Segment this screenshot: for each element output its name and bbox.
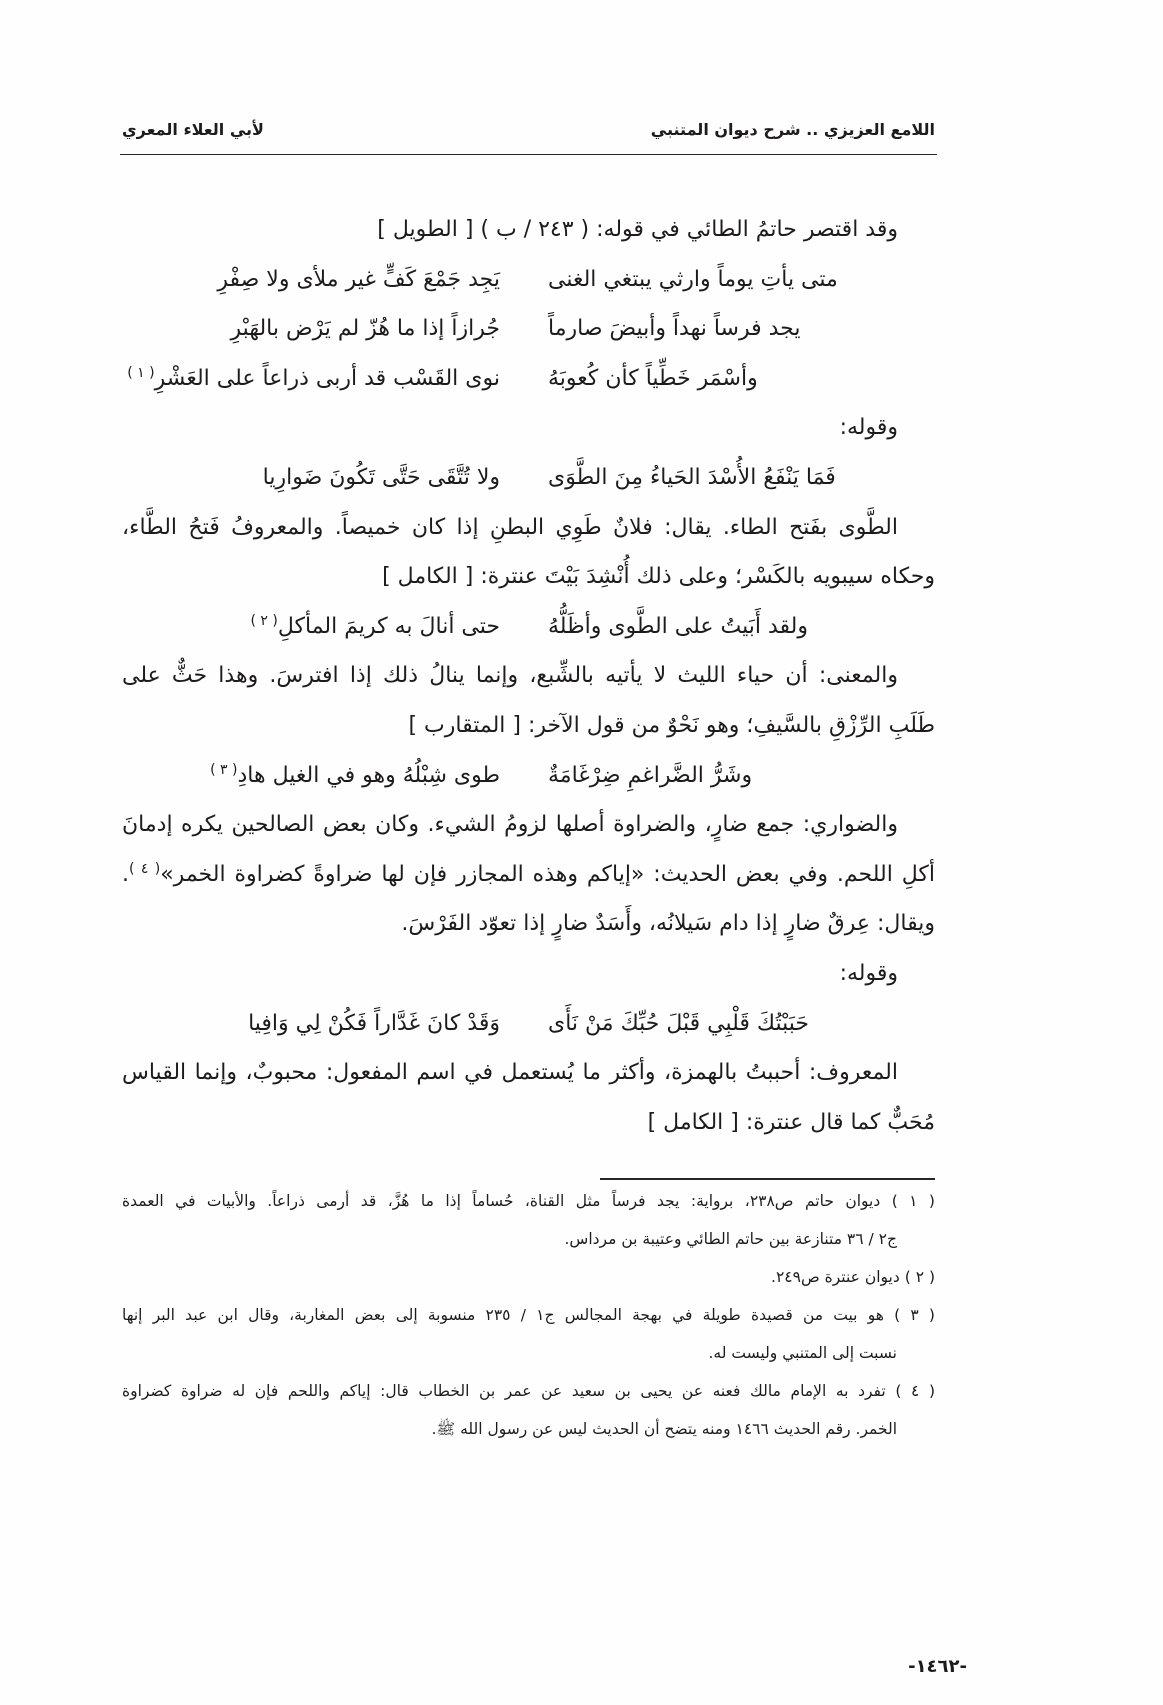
footnote-number: ( ٣ ) bbox=[894, 1306, 935, 1324]
hemistich-first: فَمَا يَنْفَعُ الأُسْدَ الحَياءُ مِنَ الطَّوَى bbox=[548, 464, 836, 490]
footnote-separator bbox=[600, 1178, 935, 1180]
paragraph-line: مُحَبٌّ كما قال عنترة: [ الكامل ] bbox=[647, 1109, 935, 1135]
hemistich-second bbox=[210, 751, 500, 804]
paragraph-line: المعروف: أحببتُ بالهمزة، وأكثر ما يُستعمل في اسم المفعول: محبوبٌ، وإنما القياس bbox=[122, 1060, 898, 1086]
hemistich-second bbox=[127, 354, 500, 407]
footnote-continuation: نسبت إلى المتنبي وليست له. bbox=[708, 1344, 897, 1362]
footnote-text: هو بيت من قصيدة طويلة في بهجة المجالس ج١ / ٢٣٥ منسوبة إلى بعض المغاربة، وقال ابن عبد البر إنها bbox=[122, 1306, 884, 1324]
hemistich-first: يجد فرساً نهداً وأبيضَ صارماً bbox=[548, 316, 801, 342]
book-title: اللامع العزيزي .. شرح ديوان المتنبي bbox=[650, 120, 935, 139]
footnote-continuation: ج٢ / ٣٦ متنازعة بين حاتم الطائي وعتيبة بن مرداس. bbox=[564, 1230, 897, 1248]
footnote-text: ديوان عنترة ص٢٤٩. bbox=[771, 1268, 900, 1286]
hemistich-second: ولا تُتَّقَى حَتَّى تَكُونَ ضَوارِيا bbox=[262, 464, 500, 490]
footnote-ref: ( ٢ ) bbox=[250, 612, 278, 629]
footnote-number: ( ٤ ) bbox=[895, 1382, 935, 1400]
paragraph-line: وقوله: bbox=[839, 960, 898, 986]
hemistich-first: متى يأتِ يوماً وارثي يبتغي الغنى bbox=[548, 266, 838, 292]
paragraph-line: وقوله: bbox=[839, 415, 898, 441]
paragraph-line bbox=[122, 850, 935, 900]
paragraph-line: طَلَبِ الرِّزْقِ بالسَّيفِ؛ وهو نَحْوٌ من قول الآخر: [ المتقارب ] bbox=[408, 712, 935, 738]
footnote-ref: ( ٣ ) bbox=[210, 761, 238, 778]
sentence-end: . bbox=[122, 861, 129, 887]
hemistich-first: حَبَبْتُكَ قَلْبِي قَبْلَ حُبِّكَ مَنْ نَأَى bbox=[548, 1010, 809, 1036]
footnote bbox=[122, 1182, 935, 1220]
hemistich-text: طوى شِبْلُهُ وهو في الغيل هادِ bbox=[237, 762, 500, 788]
page-number: -١٤٦٢- bbox=[908, 1656, 967, 1677]
footnote bbox=[122, 1296, 935, 1334]
hemistich-first: وشَرُّ الضَّراغمِ ضِرْغَامَةٌ bbox=[548, 762, 753, 788]
paragraph-line: والمعنى: أن حياء الليث لا يأتيه بالشِّبع، وإنما ينالُ ذلك إذا افترسَ. وهذا حَثٌّ على bbox=[122, 663, 898, 689]
hemistich-first: ولقد أَبَيتُ على الطَّوى وأظَلُّهُ bbox=[548, 613, 808, 639]
verse-line bbox=[122, 602, 935, 652]
footnote-number: ( ٢ ) bbox=[904, 1268, 935, 1286]
hemistich-second bbox=[250, 602, 500, 655]
verse-line bbox=[122, 751, 935, 801]
footnote bbox=[122, 1258, 935, 1296]
paragraph-text: أكلِ اللحم. وفي بعض الحديث: «إياكم وهذه المجازر فإن لها ضراوةً كضراوة الخمر» bbox=[160, 861, 936, 887]
author-name: لأبي العلاء المعري bbox=[122, 120, 264, 139]
main-text bbox=[122, 205, 935, 1147]
paragraph-line: وحكاه سيبويه بالكَسْر؛ وعلى ذلك أُنْشِدَ بَيْتَ عنترة: [ الكامل ] bbox=[382, 564, 935, 590]
footnote-ref: ( ٤ ) bbox=[129, 860, 161, 877]
header-rule bbox=[120, 154, 937, 155]
paragraph-line: الطَّوى بفَتح الطاء. يقال: فلانٌ طَوِي البطنِ إذا كان خميصاً. والمعروفُ فَتحُ الطَّاء، bbox=[122, 514, 898, 540]
hemistich-second: وَقَدْ كانَ غَدَّاراً فَكُنْ لِي وَافِيا bbox=[248, 1010, 500, 1036]
verse-line bbox=[122, 453, 935, 503]
footnote-text: ديوان حاتم ص٢٣٨، برواية: يجد فرساً مثل القناة، حُساماً إذا ما هُزَّ، قد أرمى ذراعاً. والأبيات في العمدة bbox=[122, 1192, 881, 1210]
footnote bbox=[122, 1372, 935, 1410]
verse-line bbox=[122, 354, 935, 404]
paragraph-line: ويقال: عِرقٌ ضارٍ إذا دام سَيلانُه، وأَسَدٌ ضارٍ إذا تعوّد الفَرْسَ. bbox=[401, 911, 935, 937]
footnote-continuation: الخمر. رقم الحديث ١٤٦٦ ومنه يتضح أن الحديث ليس عن رسول الله ﷺ. bbox=[431, 1420, 897, 1438]
verse-line bbox=[122, 304, 935, 354]
footnote-ref: ( ١ ) bbox=[127, 364, 155, 381]
footnotes bbox=[122, 1182, 935, 1448]
paragraph-line: والضواري: جمع ضارٍ، والضراوة أصلها لزومُ الشيء. وكان بعض الصالحين يكره إدمانَ bbox=[122, 812, 898, 838]
hemistich-second: جُرازاً إذا ما هُزّ لم يَرْض بالهَبْرِ bbox=[230, 316, 500, 342]
verse-line bbox=[122, 255, 935, 305]
paragraph-line: وقد اقتصر حاتمُ الطائي في قوله: ( ٢٤٣ / ب ) [ الطويل ] bbox=[377, 217, 898, 242]
footnote-text: تفرد به الإمام مالك فعنه عن يحيى بن سعيد عن عمر بن الخطاب قال: إياكم واللحم فإن له ضراوة كضراوة bbox=[122, 1382, 886, 1400]
verse-line bbox=[122, 999, 935, 1049]
footnote-number: ( ١ ) bbox=[891, 1192, 935, 1210]
hemistich-first: وأسْمَر خَطِّياً كأن كُعوبَهُ bbox=[548, 365, 758, 391]
hemistich-text: نوى القَسْب قد أربى ذراعاً على العَشْرِ bbox=[154, 365, 500, 391]
hemistich-text: حتى أنالَ به كريمَ المأكلِ bbox=[277, 613, 500, 639]
hemistich-second: يَجِد جَمْعَ كَفٍّ غير ملأى ولا صِفْرِ bbox=[217, 266, 500, 292]
